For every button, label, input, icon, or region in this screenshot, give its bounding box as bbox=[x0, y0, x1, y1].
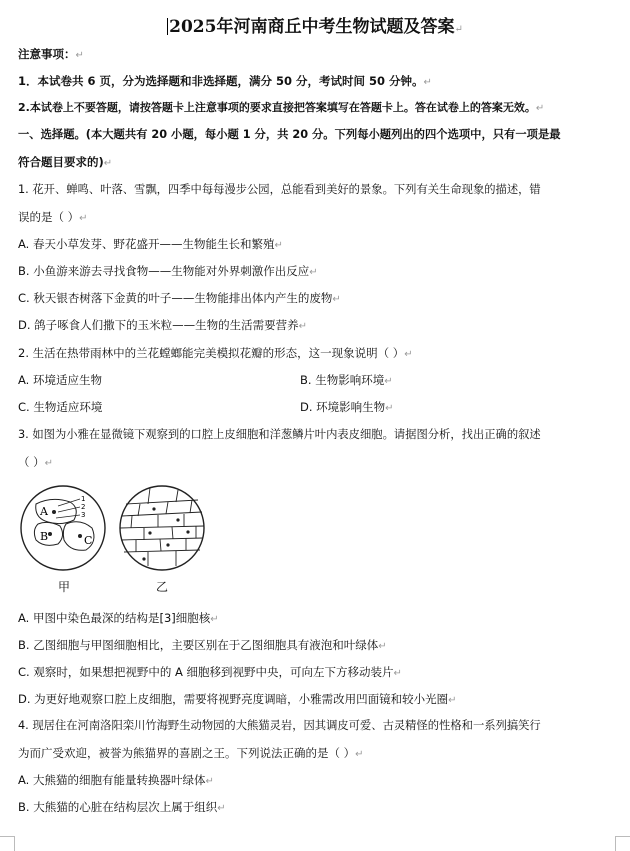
page-corner-mark-right bbox=[615, 836, 630, 851]
pointer-line-3 bbox=[56, 515, 80, 518]
document-title: 2025年河南商丘中考生物试题及答案↵ bbox=[169, 17, 463, 37]
question-1-option-b: B. 小鱼游来游去寻找食物——生物能对外界刺激作出反应↵ bbox=[18, 264, 318, 278]
question-4-option-b: B. 大熊猫的心脏在结构层次上属于组织↵ bbox=[18, 800, 226, 814]
question-4-stem-line-2: 为而广受欢迎，被誉为熊猫界的喜剧之王。下列说法正确的是（ ）↵ bbox=[18, 746, 364, 760]
question-2-stem: 2. 生活在热带雨林中的兰花螳螂能完美模拟花瓣的形态，这一现象说明（ ）↵ bbox=[18, 346, 413, 360]
cell-label-b: B bbox=[40, 530, 49, 543]
figure-label-jia: 甲 bbox=[58, 580, 71, 594]
question-2-option-c: C. 生物适应环境 bbox=[18, 400, 103, 414]
cell-diagram bbox=[18, 482, 208, 592]
figure-label-yi: 乙 bbox=[156, 580, 169, 594]
text-cursor bbox=[167, 18, 168, 35]
question-3-option-c: C. 观察时，如果想把视野中的 A 细胞移到视野中央，可向左下方移动装片↵ bbox=[18, 665, 402, 679]
cell-label-a: A bbox=[40, 505, 48, 518]
question-1-option-d: D. 鸽子啄食人们撒下的玉米粒——生物的生活需要营养↵ bbox=[18, 318, 308, 332]
number-label-2: 2 bbox=[81, 503, 86, 511]
question-2-option-d: D. 环境影响生物↵ bbox=[300, 400, 394, 414]
question-3-option-b: B. 乙图细胞与甲图细胞相比，主要区别在于乙图细胞具有液泡和叶绿体↵ bbox=[18, 638, 387, 652]
question-3-stem-line-2: （ ）↵ bbox=[18, 455, 54, 469]
question-1-option-a: A. 春天小草发芽、野花盛开——生物能生长和繁殖↵ bbox=[18, 237, 283, 251]
nucleus-a bbox=[52, 510, 56, 514]
question-3-option-d: D. 为更好地观察口腔上皮细胞，需要将视野亮度调暗，小雅需改用凹面镜和较小光圈↵ bbox=[18, 692, 457, 706]
onion-cells bbox=[120, 488, 204, 566]
nucleus-c bbox=[78, 534, 82, 538]
page-corner-mark-left bbox=[0, 836, 15, 851]
number-label-3: 3 bbox=[81, 511, 86, 519]
notice-item-2: 2.本试卷上不要答题，请按答题卡上注意事项的要求直接把答案填写在答题卡上。答在试卷上的答案无效。↵ bbox=[18, 101, 545, 114]
question-2-option-a: A. 环境适应生物 bbox=[18, 373, 102, 387]
question-4-option-a: A. 大熊猫的细胞有能量转换器叶绿体↵ bbox=[18, 773, 214, 787]
question-3-option-a: A. 甲图中染色最深的结构是[3]细胞核↵ bbox=[18, 611, 219, 625]
question-3-stem-line-1: 3. 如图为小雅在显微镜下观察到的口腔上皮细胞和洋葱鳞片叶内表皮细胞。请据图分析，找出正确的叙述 bbox=[18, 428, 541, 441]
question-1-option-c: C. 秋天银杏树落下金黄的叶子——生物能排出体内产生的废物↵ bbox=[18, 291, 341, 305]
question-1-stem-line-1: 1. 花开、蝉鸣、叶落、雪飘，四季中每每漫步公园，总能看到美好的景象。下列有关生命现象的描述，错 bbox=[18, 183, 541, 196]
nucleus-b bbox=[48, 532, 52, 536]
cell-label-c: C bbox=[84, 534, 93, 547]
cell-figure bbox=[18, 482, 208, 596]
notice-heading: 注意事项：↵ bbox=[18, 47, 84, 61]
number-label-1: 1 bbox=[81, 495, 86, 503]
question-1-stem-line-2: 误的是（ ）↵ bbox=[18, 210, 88, 224]
question-2-option-b: B. 生物影响环境↵ bbox=[300, 373, 393, 387]
notice-item-1: 1．本试卷共 6 页，分为选择题和非选择题，满分 50 分，考试时间 50 分钟。↵ bbox=[18, 74, 432, 88]
section-heading-line-2: 符合题目要求的)↵ bbox=[18, 155, 113, 169]
question-4-stem-line-1: 4. 现居住在河南洛阳栾川竹海野生动物园的大熊猫灵岩，因其调皮可爱、古灵精怪的性格和一系列搞笑行 bbox=[18, 719, 541, 732]
section-heading-line-1: 一、选择题。(本大题共有 20 小题，每小题 1 分，共 20 分。下列每小题列出的四个选项中，只有一项是最 bbox=[18, 128, 561, 141]
